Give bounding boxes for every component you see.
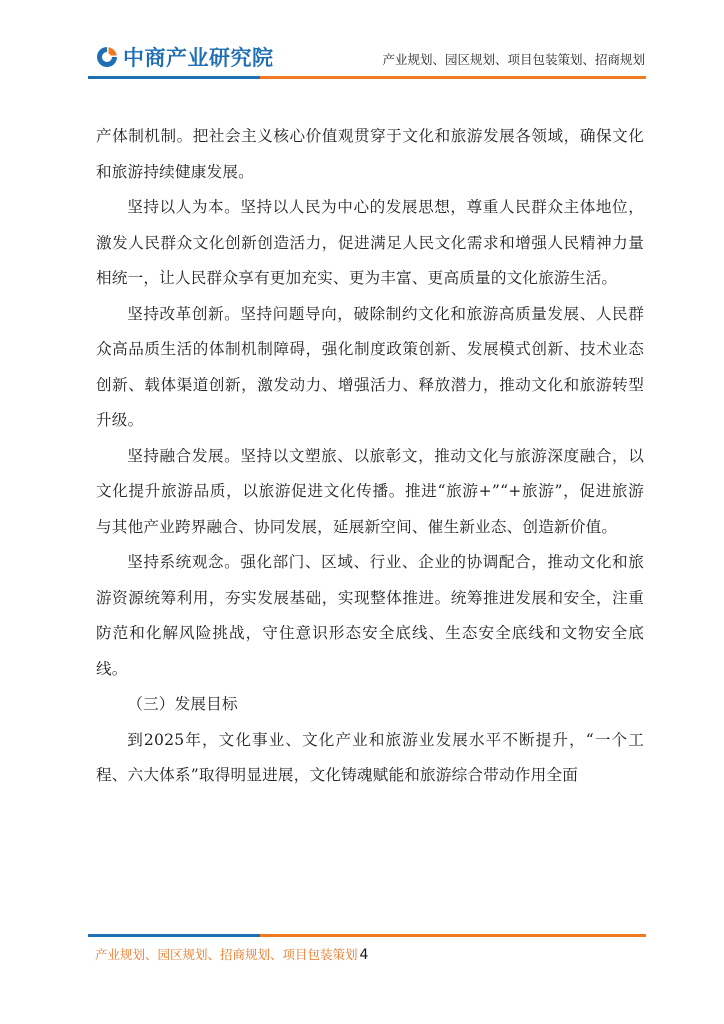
page-header — [0, 0, 724, 90]
paragraph-reform-innovation: 坚持改革创新。坚持问题导向，破除制约文化和旅游高质量发展、人民群众高品质生活的体制机制障碍，强化制度政策创新、发展模式创新、技术业态创新、载体渠道创新，激发动力、增强活力、释放潜力，推动文化和旅游转型升级。 — [96, 304, 644, 429]
page-footer — [95, 945, 368, 963]
paragraph-systems-thinking: 坚持系统观念。强化部门、区域、行业、企业的协调配合，推动文化和旅游资源统筹利用，夯实发展基础，实现整体推进。统筹推进发展和安全，注重防范和化解风险挑战，守住意识形态安全底线、生态安全底线和文物安全底线。 — [96, 553, 644, 678]
logo-text: 中商产业研究院 — [123, 46, 274, 70]
footer-rule-blue — [88, 934, 260, 937]
header-rule-blue — [88, 76, 260, 79]
header-rule-orange — [260, 76, 646, 79]
paragraph-people-centered: 坚持以人为本。坚持以人民为中心的发展思想，尊重人民群众主体地位，激发人民群众文化创新创造活力，促进满足人民文化需求和增强人民精神力量相统一，让人民群众享有更加充实、更为丰富、更高质量的文化旅游生活。 — [96, 198, 644, 287]
paragraph-continuation: 产体制机制。把社会主义核心价值观贯穿于文化和旅游发展各领域，确保文化和旅游持续健康发展。 — [96, 127, 644, 181]
header-tagline: 产业规划、园区规划、项目包装策划、招商规划 — [382, 52, 645, 67]
footer-label: 产业规划、园区规划、招商规划、项目包装策划 — [95, 947, 358, 962]
page-number: 4 — [359, 947, 369, 963]
paragraph-integrated-development: 坚持融合发展。坚持以文塑旅、以旅彰文，推动文化与旅游深度融合，以文化提升旅游品质，以旅游促进文化传播。推进“旅游+”“+旅游”，促进旅游与其他产业跨界融合、协同发展，延展新空间、催生新业态、创造新价值。 — [96, 446, 644, 536]
logo — [95, 44, 274, 70]
document-body — [96, 119, 644, 794]
section-heading-goals: （三）发展目标 — [127, 695, 238, 713]
paragraph-goals: 到2025年，文化事业、文化产业和旅游业发展水平不断提升，“一个工程、六大体系”取得明显进展，文化铸魂赋能和旅游综合带动作用全面 — [96, 730, 644, 784]
footer-rule-orange — [260, 934, 646, 937]
company-logo-icon — [95, 45, 119, 69]
